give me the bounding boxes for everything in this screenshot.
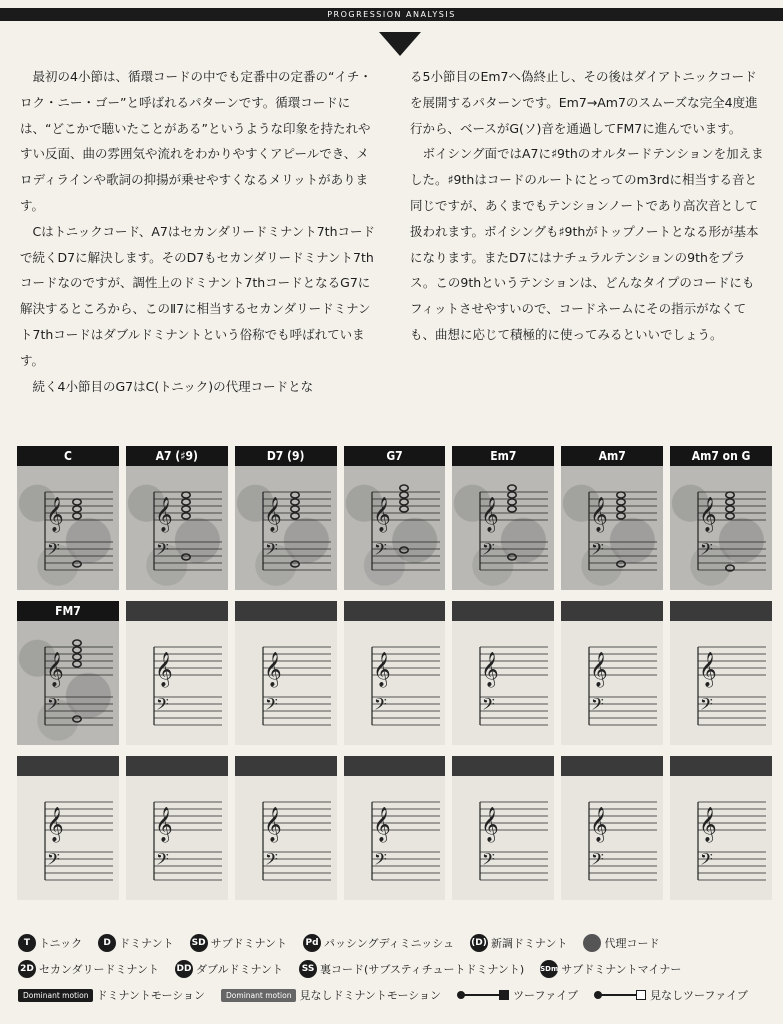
svg-text:𝄢: 𝄢	[591, 694, 605, 718]
chord-cell	[452, 601, 554, 745]
assumed-dominant-motion-pill: Dominant motion	[221, 989, 296, 1002]
chord-name	[670, 756, 772, 776]
staff-icon	[452, 621, 554, 745]
staff-icon	[561, 776, 663, 900]
chord-cell	[452, 446, 554, 590]
chord-cell	[452, 756, 554, 900]
text-column-right	[410, 64, 765, 348]
staff-icon	[561, 621, 663, 745]
chord-name: D7 (9)	[235, 446, 337, 466]
chord-cell	[17, 601, 119, 745]
staff-icon	[452, 466, 554, 590]
down-triangle-icon	[379, 32, 421, 56]
chord-cell	[344, 756, 446, 900]
staff-box	[126, 621, 228, 745]
svg-text:𝄢: 𝄢	[591, 849, 605, 873]
svg-text:𝄞: 𝄞	[481, 652, 500, 687]
staff-icon	[235, 466, 337, 590]
chord-cell	[235, 756, 337, 900]
svg-text:𝄞: 𝄞	[46, 652, 64, 687]
legend-label: 新調ドミナント	[491, 937, 568, 950]
staff-box	[344, 776, 446, 900]
svg-text:𝄞: 𝄞	[590, 497, 609, 532]
subdominant-minor-badge-icon: SDm	[540, 960, 558, 978]
svg-text:𝄢: 𝄢	[373, 539, 387, 563]
svg-text:𝄞: 𝄞	[372, 807, 391, 842]
staff-box	[126, 466, 228, 590]
svg-text:𝄞: 𝄞	[699, 497, 717, 532]
staff-box	[452, 776, 554, 900]
staff-box	[17, 776, 119, 900]
svg-text:𝄢: 𝄢	[264, 849, 278, 873]
svg-text:𝄢: 𝄢	[155, 849, 169, 873]
paragraph: ボイシング面ではA7に♯9thのオルタードテンションを加えました。♯9thはコードのルートにとってのm3rdに相当する音と同じですが、あくまでもテンションノートであり高次音として扱われます。ボイシングも♯9thがトップノートとなる形が基本になります。またD7にはナチュラルテンションの9thをプラス。この9thというテンションは、どんなタイプのコードにもフィットさせやすいので、コードネームにその指示がなくても、曲想に応じて積極的に使ってみるといいでしょう。	[410, 146, 764, 342]
chord-cell	[17, 756, 119, 900]
svg-text:𝄢: 𝄢	[47, 694, 60, 718]
svg-text:𝄞: 𝄞	[46, 497, 64, 532]
svg-text:𝄢: 𝄢	[373, 694, 387, 718]
chord-chart	[17, 446, 772, 911]
svg-text:𝄞: 𝄞	[372, 652, 391, 687]
staff-icon	[17, 466, 119, 590]
section-header-bar	[0, 8, 783, 21]
chord-cell	[561, 756, 663, 900]
staff-box	[235, 466, 337, 590]
chord-cell	[670, 446, 772, 590]
paragraph: る5小節目のEm7へ偽終止し、その後はダイアトニックコードを展開するパターンです。Em7→Am7のスムーズな完全4度進行から、ベースがG(ソ)音を通過してFM7に進んでいます。	[410, 69, 758, 136]
svg-text:𝄢: 𝄢	[264, 694, 278, 718]
text-column-left	[20, 64, 375, 399]
section-title: PROGRESSION ANALYSIS	[327, 10, 456, 19]
new-key-dominant-badge-icon: (D)	[470, 934, 488, 952]
legend-label: セカンダリードミナント	[39, 963, 160, 976]
chord-name	[561, 756, 663, 776]
legend-label: ドミナント	[119, 937, 174, 950]
svg-text:𝄢: 𝄢	[700, 539, 714, 563]
tonic-badge-icon: T	[18, 934, 36, 952]
staff-icon	[670, 621, 772, 745]
staff-icon	[235, 621, 337, 745]
svg-text:𝄞: 𝄞	[590, 652, 609, 687]
chord-cell	[235, 601, 337, 745]
staff-box	[17, 466, 119, 590]
staff-icon	[344, 621, 446, 745]
svg-text:𝄞: 𝄞	[481, 497, 500, 532]
svg-text:𝄢: 𝄢	[482, 849, 496, 873]
chord-name: Em7	[452, 446, 554, 466]
staff-box	[561, 621, 663, 745]
chord-cell	[126, 446, 228, 590]
two-five-line-icon	[457, 989, 509, 1001]
svg-text:𝄞: 𝄞	[481, 807, 500, 842]
chord-row-2	[17, 601, 772, 745]
svg-text:𝄢: 𝄢	[47, 539, 60, 563]
staff-box	[670, 776, 772, 900]
legend-label: 代理コード	[604, 937, 660, 950]
svg-text:𝄞: 𝄞	[699, 807, 717, 842]
legend-label: ダブルドミナント	[196, 963, 284, 976]
staff-icon	[17, 621, 119, 745]
staff-box	[561, 466, 663, 590]
chord-name: G7	[344, 446, 446, 466]
chord-name	[17, 756, 119, 776]
svg-text:𝄢: 𝄢	[700, 694, 714, 718]
chord-name: Am7 on G	[670, 446, 772, 466]
substitute-dominant-badge-icon: SS	[299, 960, 317, 978]
staff-box	[452, 621, 554, 745]
svg-text:𝄢: 𝄢	[591, 539, 605, 563]
assumed-two-five-line-icon	[594, 989, 646, 1001]
chord-cell	[344, 601, 446, 745]
substitute-dot-icon	[583, 934, 601, 952]
staff-box	[344, 621, 446, 745]
legend-label: トニック	[39, 937, 83, 950]
staff-box	[235, 776, 337, 900]
chord-name: A7 (♯9)	[126, 446, 228, 466]
paragraph: 最初の4小節は、循環コードの中でも定番中の定番の“イチ・ロク・ニー・ゴー”と呼ばれるパターンです。循環コードには、“どこかで聴いたことがある”というような印象を持たれやすい反面、曲の雰囲気や流れをわかりやすくアピールでき、メロディラインや歌詞の抑揚が乗せやすくなるメリットがあります。	[20, 69, 372, 213]
staff-icon	[670, 776, 772, 900]
legend	[18, 930, 778, 1008]
staff-icon	[126, 776, 228, 900]
staff-box	[561, 776, 663, 900]
staff-box	[126, 776, 228, 900]
paragraph: Cはトニックコード、A7はセカンダリードミナント7thコードで続くD7に解決します。そのD7もセカンダリードミナント7thコードなのですが、調性上のドミナント7thコードとなるG7に解決するところから、このⅡ7に相当するセカンダリードミナント7thコードはダブルドミナントという俗称でも呼ばれています。	[20, 223, 376, 368]
chord-cell	[235, 446, 337, 590]
chord-name	[561, 601, 663, 621]
staff-box	[452, 466, 554, 590]
chord-cell	[17, 446, 119, 590]
svg-text:𝄞: 𝄞	[263, 807, 282, 842]
legend-label: ツーファイブ	[513, 989, 578, 1002]
svg-text:𝄞: 𝄞	[154, 807, 173, 842]
svg-text:𝄢: 𝄢	[373, 849, 387, 873]
svg-text:𝄢: 𝄢	[482, 694, 496, 718]
svg-text:𝄞: 𝄞	[699, 652, 717, 687]
svg-text:𝄢: 𝄢	[264, 539, 278, 563]
chord-name	[670, 601, 772, 621]
chord-name	[235, 756, 337, 776]
staff-icon	[126, 621, 228, 745]
chord-name: Am7	[561, 446, 663, 466]
paragraph: 続く4小節目のG7はC(トニック)の代理コードとな	[32, 378, 314, 394]
chord-row-3	[17, 756, 772, 900]
legend-label: パッシングディミニッシュ	[324, 937, 454, 950]
chord-cell	[670, 756, 772, 900]
svg-text:𝄞: 𝄞	[154, 652, 173, 687]
svg-text:𝄞: 𝄞	[46, 807, 64, 842]
chord-name	[344, 756, 446, 776]
staff-box	[670, 621, 772, 745]
legend-label: ドミナントモーション	[96, 989, 206, 1002]
staff-icon	[126, 466, 228, 590]
secondary-dominant-badge-icon: 2D	[18, 960, 36, 978]
chord-name	[126, 756, 228, 776]
svg-text:𝄢: 𝄢	[155, 539, 169, 563]
chord-cell	[126, 756, 228, 900]
legend-label: サブドミナントマイナー	[561, 963, 682, 976]
chord-row-1	[17, 446, 772, 590]
staff-box	[344, 466, 446, 590]
chord-name: FM7	[17, 601, 119, 621]
legend-label: 見なしドミナントモーション	[299, 989, 442, 1002]
chord-cell	[670, 601, 772, 745]
svg-text:𝄞: 𝄞	[263, 652, 282, 687]
staff-icon	[344, 776, 446, 900]
staff-box	[235, 621, 337, 745]
svg-text:𝄞: 𝄞	[154, 497, 173, 532]
legend-label: 裏コード(サブスティチュートドミナント)	[320, 963, 525, 976]
staff-icon	[235, 776, 337, 900]
staff-icon	[344, 466, 446, 590]
chord-name	[235, 601, 337, 621]
svg-text:𝄢: 𝄢	[700, 849, 714, 873]
chord-cell	[561, 446, 663, 590]
svg-text:𝄞: 𝄞	[372, 497, 391, 532]
chord-name	[452, 601, 554, 621]
staff-icon	[452, 776, 554, 900]
dominant-badge-icon: D	[98, 934, 116, 952]
svg-text:𝄢: 𝄢	[155, 694, 169, 718]
subdominant-badge-icon: SD	[190, 934, 208, 952]
chord-name: C	[17, 446, 119, 466]
staff-box	[17, 621, 119, 745]
passing-dim-badge-icon: Pd	[303, 934, 321, 952]
staff-icon	[17, 776, 119, 900]
staff-box	[670, 466, 772, 590]
legend-label: サブドミナント	[210, 937, 288, 950]
chord-name	[452, 756, 554, 776]
staff-icon	[670, 466, 772, 590]
chord-cell	[344, 446, 446, 590]
dominant-motion-pill: Dominant motion	[18, 989, 93, 1002]
chord-cell	[561, 601, 663, 745]
chord-name	[344, 601, 446, 621]
svg-text:𝄢: 𝄢	[482, 539, 496, 563]
chord-cell	[126, 601, 228, 745]
double-dominant-badge-icon: DD	[175, 960, 193, 978]
staff-icon	[561, 466, 663, 590]
svg-text:𝄞: 𝄞	[263, 497, 282, 532]
legend-label: 見なしツーファイブ	[649, 989, 748, 1002]
chord-name	[126, 601, 228, 621]
svg-text:𝄞: 𝄞	[590, 807, 609, 842]
svg-text:𝄢: 𝄢	[47, 849, 60, 873]
